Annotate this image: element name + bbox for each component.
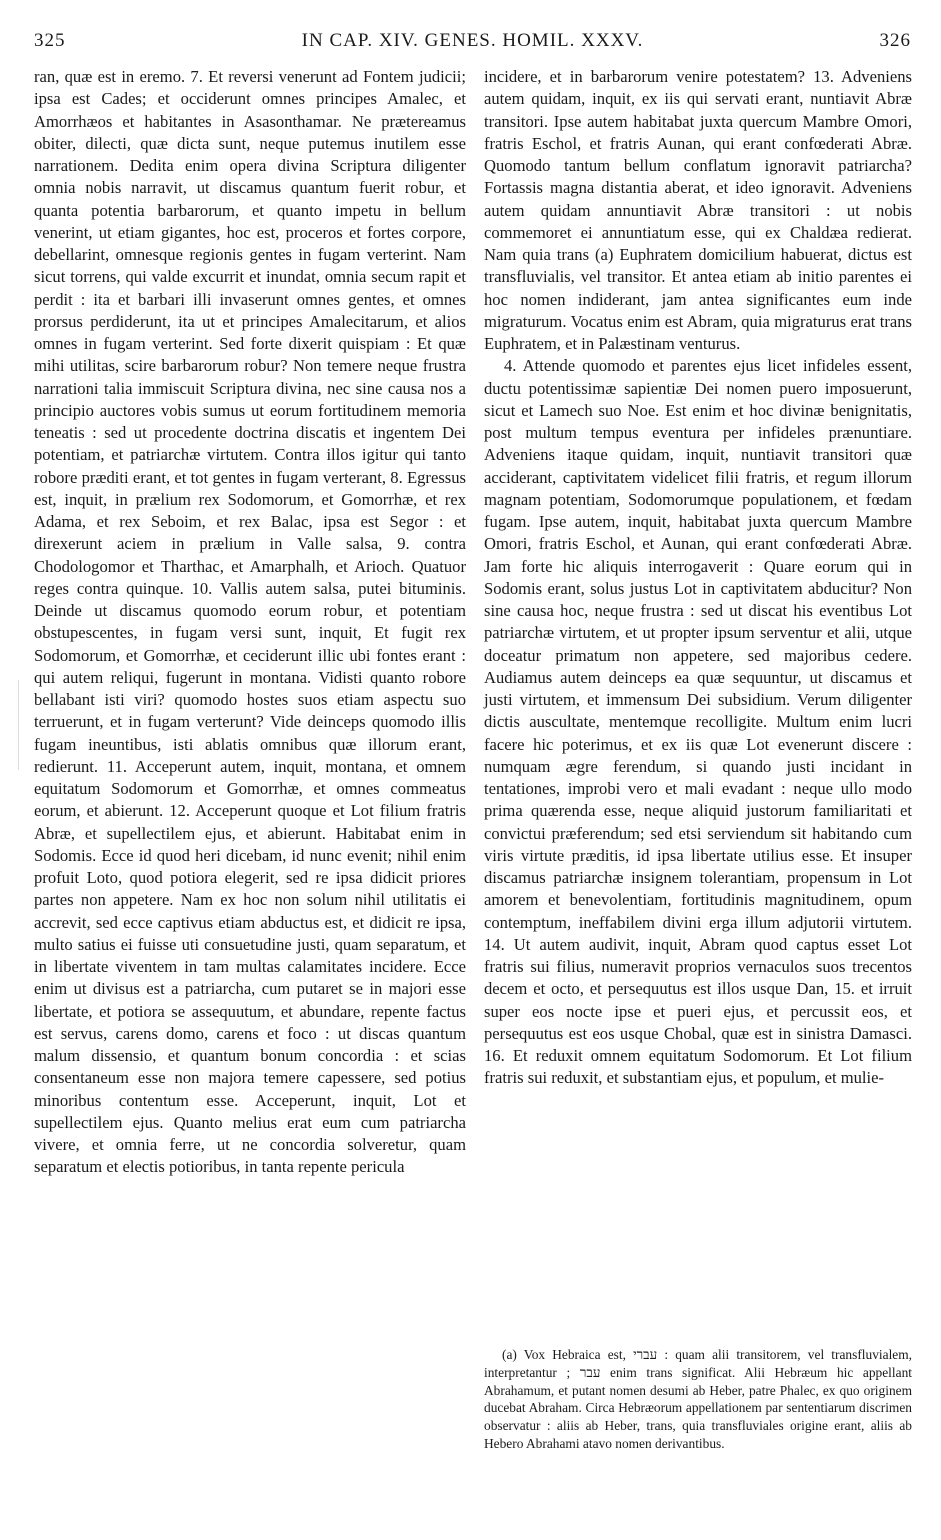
paragraph: incidere, et in barbarorum venire potestatem? 13. Adveniens autem quidam, inquit, ex iis qui servati erant, nuntiavit Abræ transitori. Ipse autem habitabat juxta quercum Mambre Omori, fratris Eschol, et fratris Aunan, qui erant confœderati Abræ. Quomodo tantum bellum conflatum ignoravit patriarcha? Fortassis magna distantia aberat, et ideo ignoravit. Adveniens autem quidam annuntiavit Abræ transitori : ut nobis commemoret ei annuntiatum esse, qui ex Chaldæa redierat. Nam quia trans (a) Euphratem domicilium habuerat, dictus est transfluvialis, vel transitor. Et antea etiam ab initio parentes ei hoc nomen indiderant, jam antea significantes eum inde migraturum. Vocatus enim est Abram, quia migraturus erat trans Euphratem, et in Palæstinam venturus. [484, 67, 912, 353]
margin-mark [18, 680, 19, 770]
paragraph: ran, quæ est in eremo. 7. Et reversi venerunt ad Fontem judicii; ipsa est Cades; et occiderunt omnes principes Amalec, et Amorrhæos et habitantes in Asasonthamar. Ne prætereamus obiter, dilecti, quæ dicta sunt, neque putemus inutilem esse narrationem. Dedita enim opera divina Scriptura diligenter omnia nobis narravit, ut discamus quantum fuerit robur, et quanta potentia barbarorum, et quanto impetu in bellum venerint, ut etiam gigantes, hoc est, proceros et fortes corpore, debellarint, omnesque regionis gentes in fugam verterint. Nam sicut torrens, qui valde excurrit et inundat, omnia secum rapit et perdit : ita et barbari illi invaserunt omnes gentes, et omnes prorsus perdiderunt, ita ut et principes Amalecitarum, et alios omnes in fugam verterint. Sed forte dixerit quispiam : Et quæ mihi utilitas, scire barbarorum robur? Non temere neque frustra narrationi talia immiscuit Scriptura divina, nec sine causa nos a principio auctores vobis sumus ut eorum fortitudinem memoria teneatis : sed ut procedente doctrina discatis et ingentem Dei potentiam, et patriarchæ virtutem. Contra illos igitur qui tanto robore præditi erant, et tot gentes in fugam verterant, 8. Egressus est, inquit, in prælium rex Sodomorum, et Gomorrhæ, et rex Adama, et rex Seboim, et rex Balac, ipsa est Segor : et direxerunt aciem in prælium in Valle salsa, 9. contra Chodologomor et Tharthac, et Amarphalh, et Arioch. Quatuor reges contra quinque. 10. Vallis autem salsa, putei bituminis. Deinde ut discamus quomodo eorum robur, et potentiam obstupescentes, in fugam versi sunt, inquit, Et fugit rex Sodomorum, et Gomorrhæ, et ceciderunt illic ubi fontes erant : qui autem reliqui, fugerunt in montana. Vidisti quanto robore bellabant isti viri? quomodo hostes suos etiam aspectu suo terruerunt, et in fugam verterunt? Vide deinceps quomodo illis fugam ineuntibus, isti ablatis omnibus quæ illorum erant, redierunt. 11. Acceperunt autem, inquit, montana, et omnem equitatum Sodomorum et Gomorrhæ, et omnes commeatus eorum, et abierunt. 12. Acceperunt quoque et Lot filium fratris Abræ, et supellectilem ejus, et abierunt. Habitabat enim in Sodomis. Ecce id quod heri dicebam, id nunc evenit; nihil enim profuit Loto, quod potiora elegerit, sed re ipsa didicit priores partes non appetere. Nam ex hoc non solum nihil utilitatis ei accrevit, sed ecce captivus etiam abductus est, et didicit re ipsa, multo satius ei fuisse uti consuetudine justi, quam separatum, et in libertate viventem in tam multas calamitates incidere. Ecce enim ut divisus est a patriarcha, cum putaret se in majori esse libertate, et potiora se assequutum, et abundare, repente factus est servus, carens domo, carens et foco : ut discas quantum malum dissensio, et quantum bonum concordia : et scias consentaneum esse non majora temere capessere, sed potius minoribus contentum esse. Acceperunt, inquit, Lot et supellectilem ejus. Quanto melius erat eum cum patriarcha vivere, et omnia ferre, ut ne concordia solveretur, quam separatum et electis potioribus, in tanta repente pericula [34, 67, 466, 1177]
left-column [34, 66, 466, 1179]
running-header [34, 30, 911, 58]
right-column [484, 66, 912, 1090]
footnote [484, 1346, 912, 1453]
page-number-left: 325 [34, 30, 66, 51]
footnote-text: (a) Vox Hebraica est, עברי : quam alii transitorem, vel transfluvialem, interpretantur ; עבר enim trans significat. Alii Hebræum hic appellant Abrahamum, et putant nomen desumi ab Heber, patre Phalec, ex quo originem ducebat Abraham. Circa Hebræorum appellationem par sententiarum discrimen observatur : aliis ab Heber, trans, quia transfluviales origine erant, aliis ab Hebero Abrahami atavo nomen derivantibus. [484, 1347, 912, 1451]
page-number-right: 326 [879, 30, 911, 51]
paragraph: 4. Attende quomodo et parentes ejus licet infideles essent, ductu potentissimæ sapientiæ Dei nomen puero imposuerunt, sicut et Lamech suo Noe. Est enim et hoc divinæ benignitatis, post multum tempus eventura per infideles prænuntiare. Adveniens itaque quidam, inquit, nuntiavit transitori quæ acciderant, captivitatem videlicet filii fratris, et regum illorum magnam potentiam, Sodomorumque populationem, et fœdam fugam. Ipse autem, inquit, habitabat juxta quercum Mambre Omori, fratris Eschol, et Aunan, qui erant confœderati Abræ. Jam forte hic aliquis interrogaverit : Quare eorum qui in Sodomis erant, solus justus Lot in captivitatem abducitur? Non sine causa hoc, neque frustra : sed ut discat his eventibus Lot patriarchæ virtutem, et ut propter ipsum serventur et alii, utque doceatur primatum non appetere, sed majoribus cedere. Audiamus autem deinceps ea quæ sequuntur, ut discamus et justi virtutem, et immensum Dei subsidium. Verum diligenter dictis auscultate, mentemque recolligite. Multum enim lucri facere hic poterimus, et ex iis quæ Lot evenerunt discere : numquam ægre ferendum, si quando justi incidant in tentationes, improbi vero et mali evadant : neque ullo modo prima quærenda esse, neque aliquid justorum familiaritati et convictui præferendum; sed etsi serviendum sit habitando cum viris virtute præditis, id ipsa libertate utilius esse. Et insuper discamus patriarchæ insignem tolerantiam, propensum in Lot amorem et benevolentiam, fortitudinis magnitudinem, opum contemptum, ineffabilem divini erga illum adjutorii virtutem. 14. Ut autem audivit, inquit, Abram quod captus esset Lot fratris sui filius, numeravit proprios vernaculos suos trecentos decem et octo, et persequutus est illos usque Dan, 15. et irruit super eos nocte ipse et pueri ejus, et percussit eos, et persequutus est eos usque Chobal, quæ est in sinistra Damasci. 16. Et reduxit omnem equitatum Sodomorum. Et Lot filium fratris sui reduxit, et substantiam ejus, et populum, et mulie- [484, 356, 912, 1088]
running-title: IN CAP. XIV. GENES. HOMIL. XXXV. [301, 30, 644, 51]
